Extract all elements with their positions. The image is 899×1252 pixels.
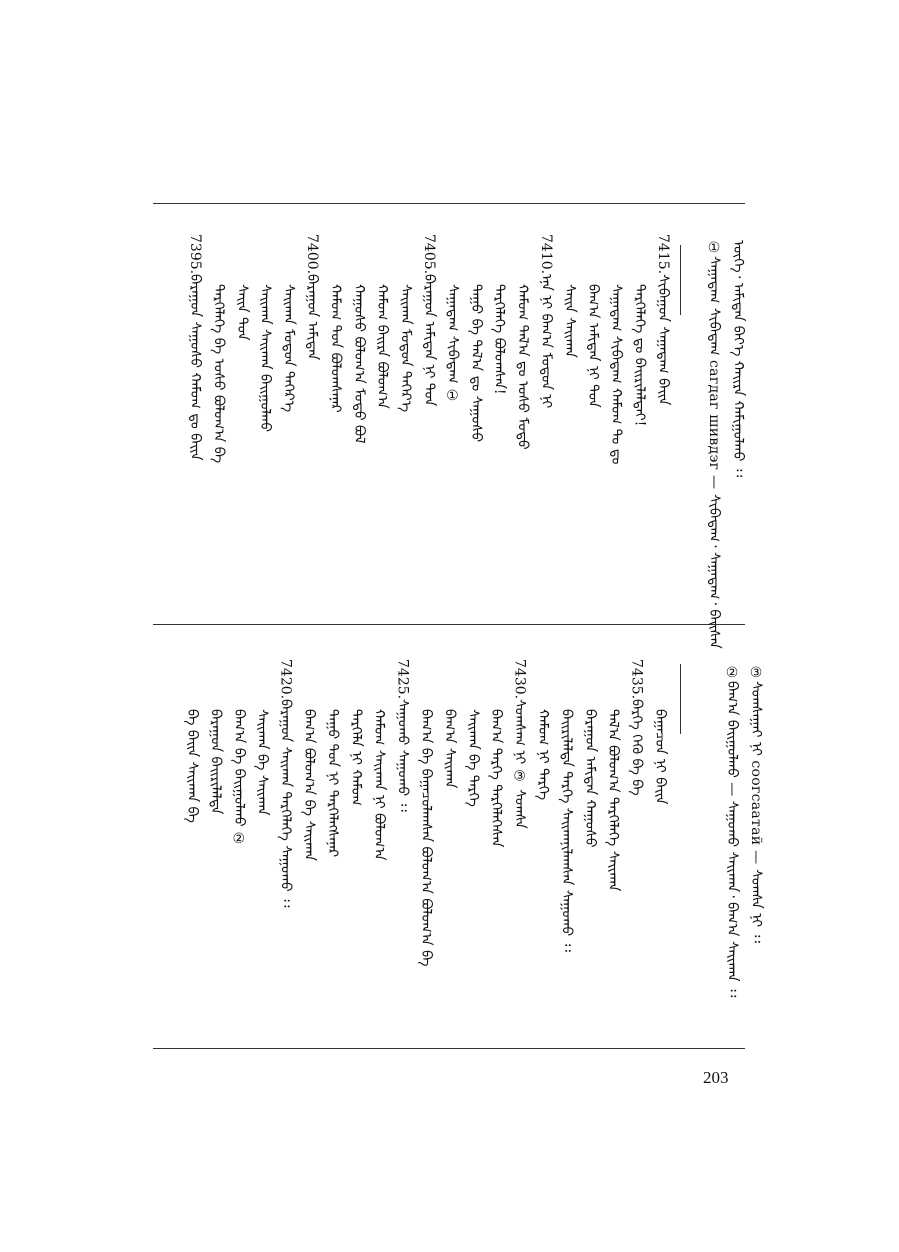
verse-line: ᠪᠠᠭ᠎ᠠ ᠪᠠ ᠪᠠᠭᠠᠴᠤᠯᠠᠭᠰᠠᠨ ᠪᠣᠯᠣᠭ᠎ᠠ ᠪᠣᠯᠣᠭ᠎ᠠ ᠪᠠ bbox=[418, 709, 434, 967]
verse-line: ᠪᠠᠷᠠᠭᠤᠨ ᠰᠠᠭᠤᠰᠤ ᠬᠠᠮᠤᠭ ᠳᠤ ᠪᠠᠢᠨ bbox=[187, 274, 203, 461]
verse-line: ᠲᠡᠷᠭᠡᠯᠡᠭᠡ ᠪᠣᠯᠣᠭᠰᠠᠨ! bbox=[491, 284, 508, 395]
verse-line: ᠬᠠᠮᠤᠭ ᠪᠠᠢᠷᠠ ᠪᠣᠯᠣᠭ᠎ᠠ bbox=[374, 284, 391, 409]
verse-line: ᠳᠠᠭᠤ ᠪᠡ ᠲᠠᠯ᠎ᠠ ᠳᠤ ᠰᠠᠭᠤᠰᠤ bbox=[467, 284, 484, 443]
bottom-rule bbox=[153, 1048, 745, 1049]
verse-line: ᠰᠠᠭᠠᠳᠠᠭ ᠰᠢᠪᠠᠳᠠᠭ ᠬᠠᠮᠤᠭ ᠲᠤ ᠳᠤ bbox=[608, 284, 625, 465]
verse-line: ᠬᠠᠮᠤᠭ ᠳᠤᠨ ᠪᠣᠯᠣᠭᠰᠠᠨᠠᠷ bbox=[327, 284, 344, 413]
verse-line: ᠪᠠᠭ᠎ᠠ ᠰᠠᠢᠬᠠᠨ bbox=[441, 709, 458, 789]
line-number: 7410. bbox=[538, 234, 554, 275]
verse-line: ᠰᠠᠢᠨ ᠳᠤᠨ bbox=[233, 284, 250, 341]
line-number: 7430. bbox=[511, 659, 528, 700]
verse-line: ᠪᠠᠭ᠎ᠠ ᠲᠡᠷᠭᠡ ᠲᠡᠷᠭᠡᠯᠡᠭᠡᠰᠡᠨ bbox=[488, 709, 505, 848]
verse-line: ᠬᠠᠮᠤᠭ ᠰᠠᠢᠬᠠᠨ ᠨᠢ ᠪᠣᠯᠣᠭ᠎ᠠ bbox=[371, 709, 388, 861]
lower-footnote-separator bbox=[680, 664, 681, 734]
line-number: 7400. bbox=[304, 234, 320, 275]
verse-line: ᠡᠨᠡ ᠨᠢ ᠪᠠᠭ᠎ᠠ ᠮᠣᠳᠣᠨ ᠨᠢ bbox=[538, 274, 554, 409]
footnote-text: ᠦᠭᠡ᠂ ᠠᠮᠢᠲᠠᠨ ᠪᠡᠶ᠎ᠡ ᠬᠠᠢᠷᠠ ᠬᠠᠮᠢᠭᠤᠯᠬᠤ ᠄᠄ bbox=[730, 240, 746, 478]
verse-column bbox=[185, 234, 213, 461]
footnote-marker: ③ bbox=[748, 665, 764, 681]
verse-line: ᠰᠠᠢᠬᠠᠨ ᠮᠣᠳᠣᠨ ᠳᠡᠭᠡᠷ᠎ᠡ bbox=[397, 284, 414, 413]
footnote-text: ᠪᠠᠭ᠎ᠠ ᠪᠠᠢᠭᠤᠯᠬᠤ — ᠰᠠᠭᠤᠬᠤ ᠰᠠᠢᠬᠠᠨ᠂ ᠪᠠᠭ᠎ᠠ ᠰᠠᠢᠬᠠᠨ ᠄᠄ bbox=[724, 681, 740, 998]
footnote bbox=[728, 240, 756, 477]
line-number: 7425. bbox=[394, 659, 411, 700]
footnote-marker: ② bbox=[724, 665, 740, 681]
verse-line: ᠰᠠᠢᠬᠠᠨ ᠪᠡ ᠲᠡᠷᠭᠡ bbox=[464, 709, 481, 807]
verse-line: ᠰᠠᠭᠤᠬᠤ ᠰᠠᠭᠤᠬᠤ ᠄᠄ bbox=[394, 699, 411, 812]
upper-top-rule bbox=[153, 203, 745, 204]
verse-line: ᠬᠠᠮᠤᠭ ᠲᠠᠯ᠎ᠠ ᠳᠤ ᠤᠰᠤ ᠮᠣᠳᠣ bbox=[514, 284, 531, 450]
verse-line: ᠰᠠᠢᠬᠠᠨ ᠪᠡ ᠰᠠᠢᠬᠠᠨ bbox=[254, 709, 271, 816]
verse-line: ᠪᠠᠭ᠎ᠠ ᠪᠡ ᠪᠠᠢᠭᠤᠯᠬᠤ ② bbox=[230, 709, 247, 848]
middle-rule bbox=[153, 624, 745, 625]
verse-line: ᠪᠠᠷᠠᠭᠤᠨ ᠪᠠᠢᠷᠢᠯᠠᠯᠲᠠ bbox=[207, 709, 224, 815]
footnote-marker: ① bbox=[706, 240, 722, 256]
verse-column bbox=[182, 709, 210, 823]
verse-line: ᠪᠠᠷᠠᠭᠤᠨ ᠰᠠᠢᠬᠠᠨ ᠲᠡᠷᠭᠡᠯᠡᠭᠡ ᠰᠠᠭᠤᠬᠤ ᠄᠄ bbox=[277, 699, 294, 908]
verse-line: ᠪᠠᠭ᠎ᠠ ᠠᠮᠢᠲᠠᠨ ᠨᠢ ᠳᠤᠨ bbox=[584, 284, 601, 408]
verse-line: ᠰᠠᠢᠬᠠᠨ ᠰᠠᠢᠬᠠᠨ ᠪᠠᠢᠭᠤᠯᠬᠤ bbox=[257, 284, 274, 433]
verse-line: ᠰᠢᠪᠠᠭᠤᠨ ᠰᠠᠭᠠᠳᠠᠭ ᠪᠠᠢᠨ bbox=[655, 274, 671, 406]
verse-line: ᠳᠠᠭᠤ ᠳᠤᠨ ᠨᠢ ᠲᠡᠷᠭᠡᠯᠡᠭᠰᠡᠨᠠᠷ bbox=[324, 709, 341, 858]
verse-line: ᠪᠠ ᠪᠠᠢᠨ ᠰᠠᠢᠬᠠᠨ ᠪᠡ bbox=[184, 709, 200, 823]
footnote-text: ᠰᠠᠭᠠᠳᠠᠭ ᠰᠢᠪᠠᠳᠠᠭ сагдаг шивдэг — ᠰᠢᠪᠠᠳᠠᠭ᠂ ᠰᠠᠭᠠᠳᠠᠭ᠂ ᠪᠠᠢᠰᠠᠨ bbox=[706, 256, 722, 649]
verse-line: ᠰᠣᠭᠰᠠᠭ ᠨᠢ ③ ᠰᠣᠭᠰᠠ bbox=[511, 699, 528, 829]
verse-line: ᠬᠠᠮᠤᠭ ᠨᠢ ᠲᠡᠷᠭᠡ bbox=[535, 709, 551, 801]
verse-line: ᠰᠠᠭᠠᠳᠠᠭ ᠰᠢᠪᠠᠳᠠᠭ ① bbox=[444, 284, 461, 405]
footnote-text: ᠰᠣᠭᠰᠠᠭᠠᠢ ᠨᠢ соогсаатай — ᠰᠣᠭᠰᠠ ᠨᠢ ᠄᠄ bbox=[748, 681, 764, 943]
page-number: 203 bbox=[703, 1068, 729, 1087]
verse-line: ᠪᠠᠭ᠎ᠠ ᠪᠣᠯᠣᠭ᠎ᠠ ᠪᠡ ᠰᠠᠢᠬᠠᠨ bbox=[301, 709, 317, 862]
line-number: 7405. bbox=[421, 234, 437, 275]
verse-line: ᠲᠡᠷᠭᠡᠯᠡᠭᠡ ᠪᠡ ᠤᠰᠤ ᠪᠣᠯᠣᠭ᠎ᠠ ᠪᠡ bbox=[210, 284, 227, 464]
verse-line: ᠬᠠᠭᠤᠰᠤ ᠪᠣᠯᠣᠭ᠎ᠠ ᠮᠣᠳᠣ ᠪᠣᠯ bbox=[350, 284, 367, 444]
verse-line: ᠲᠡᠷᠭᠡᠯᠡᠭᠡ ᠳᠤ ᠪᠠᠢᠷᠢᠯᠠᠯᠲᠠᠢ! bbox=[631, 284, 648, 427]
line-number: 7420. bbox=[277, 659, 294, 700]
verse-line: ᠪᠠᠭᠠᠴᠤᠨ ᠨᠢ ᠪᠠᠢᠨ bbox=[652, 709, 668, 805]
verse-line: ᠲᠠᠯ᠎ᠠ ᠪᠣᠯᠣᠭ᠎ᠠ ᠲᠡᠷᠭᠡᠯᠡᠭᠡ ᠰᠠᠢᠬᠠᠨ bbox=[605, 709, 622, 892]
verse-line: ᠪᠡᠷᠬᠡ ᠬᠡᠬᠦ ᠪᠡ ᠪᠠ bbox=[628, 699, 645, 796]
verse-line: ᠪᠠᠢᠷᠢᠯᠠᠯᠲᠠ ᠲᠡᠷᠭᠡ ᠰᠠᠢᠬᠠᠨᠢᠯᠠᠭᠰᠠᠨ ᠰᠠᠭᠤᠬᠤ ᠄᠄ bbox=[558, 709, 575, 952]
verse-line: ᠪᠠᠷᠠᠭᠤᠨ ᠠᠮᠢᠲᠠᠨ ᠨᠢ ᠳᠤᠨ bbox=[421, 274, 437, 407]
verse-line: ᠪᠠᠷᠠᠭᠤᠨ ᠠᠮᠢᠲᠠᠨ bbox=[304, 274, 320, 361]
verse-line: ᠰᠠᠢᠨ ᠰᠠᠢᠬᠠᠨ bbox=[561, 284, 578, 358]
line-number: 7395. bbox=[187, 234, 203, 275]
verse-line: ᠲᠡᠷᠭᠡᠯᠡ ᠨᠢ ᠬᠠᠮᠤᠭ bbox=[347, 709, 364, 806]
footnote bbox=[746, 665, 774, 943]
line-number: 7415. bbox=[655, 234, 671, 275]
line-number: 7435. bbox=[628, 659, 645, 700]
footnote bbox=[704, 240, 732, 649]
footnote bbox=[722, 665, 750, 997]
verse-line: ᠪᠠᠷᠠᠭᠤᠨ ᠠᠮᠢᠲᠠᠨ ᠬᠠᠭᠤᠰᠤ bbox=[581, 709, 598, 848]
verse-line: ᠰᠠᠢᠬᠠᠨ ᠮᠣᠳᠣᠨ ᠳᠡᠭᠡᠷ᠎ᠡ bbox=[280, 284, 297, 413]
